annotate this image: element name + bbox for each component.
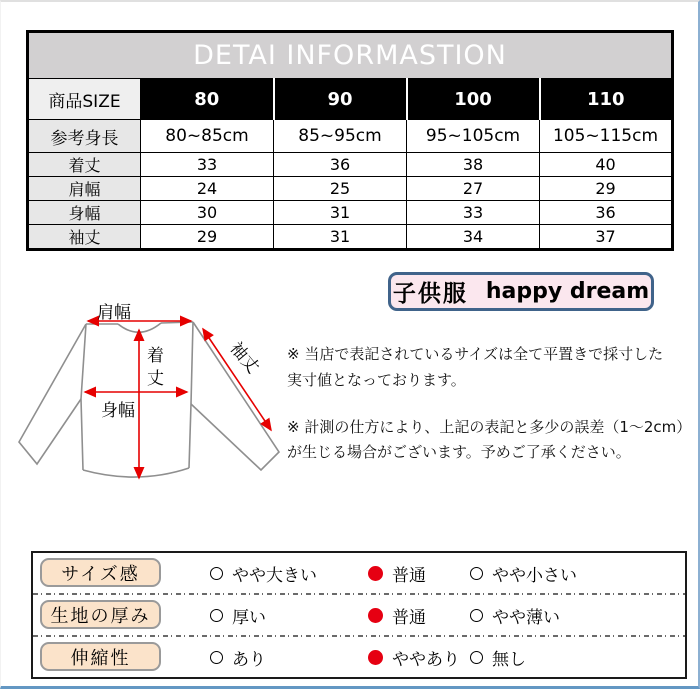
table-cell: 85~95cm: [274, 120, 407, 153]
radio-option[interactable]: [210, 595, 266, 635]
radio-option[interactable]: [368, 553, 426, 593]
radio-icon[interactable]: [368, 608, 383, 623]
spec-row-size-feel: [33, 553, 685, 593]
radio-icon[interactable]: [210, 651, 223, 664]
radio-label: やや小さい: [492, 565, 577, 586]
radio-icon[interactable]: [368, 650, 383, 665]
spec-row-stretch: [33, 637, 685, 677]
size-col-110: 110: [540, 79, 673, 120]
radio-icon[interactable]: [470, 609, 483, 622]
table-cell: 31: [274, 225, 407, 250]
size-col-100: 100: [407, 79, 540, 120]
table-cell: 95~105cm: [407, 120, 540, 153]
table-row: [28, 153, 673, 177]
radio-option[interactable]: [368, 637, 460, 677]
page-title: DETAI INFORMASTION: [28, 32, 673, 79]
table-row: [28, 120, 673, 153]
brand-name-jp: 子供服: [392, 281, 468, 307]
spec-label-size-feel: サイズ感: [40, 558, 161, 587]
table-cell: 80~85cm: [141, 120, 274, 153]
radio-label: やや大きい: [232, 565, 317, 586]
radio-icon[interactable]: [210, 567, 223, 580]
table-cell: 33: [407, 201, 540, 225]
brand-name-en: happy dream: [485, 279, 650, 304]
table-cell: 36: [274, 153, 407, 177]
table-cell: 31: [274, 201, 407, 225]
radio-option[interactable]: [470, 637, 526, 677]
note-line: ※ 当店で表記されているサイズは全て平置きで採寸した: [287, 345, 664, 363]
radio-option[interactable]: [470, 595, 560, 635]
diagram-label-sleeve: 袖丈: [225, 338, 263, 378]
row-label-sleeve: 袖丈: [28, 225, 141, 250]
radio-label: 無し: [492, 649, 526, 670]
radio-label: 普通: [392, 607, 426, 628]
table-cell: 34: [407, 225, 540, 250]
note-line: が生じる場合がございます。予めご了承ください。: [287, 443, 631, 462]
table-cell: 29: [141, 225, 274, 250]
note-tolerance: [287, 415, 697, 467]
table-cell: 38: [407, 153, 540, 177]
table-cell: 27: [407, 177, 540, 201]
radio-option[interactable]: [210, 553, 317, 593]
radio-option[interactable]: [368, 595, 426, 635]
row-label-bodywidth: 身幅: [28, 201, 141, 225]
spec-row-fabric-thickness: [33, 595, 685, 635]
radio-icon[interactable]: [210, 609, 223, 622]
spec-label-fabric-thickness: 生地の厚み: [40, 600, 161, 629]
size-col-80: 80: [141, 79, 274, 120]
note-flat-measurement: [287, 342, 697, 394]
radio-icon[interactable]: [470, 567, 483, 580]
table-row: [28, 79, 673, 120]
table-cell: 25: [274, 177, 407, 201]
radio-label: あり: [232, 649, 266, 670]
note-line: 実寸値となっております。: [287, 370, 466, 389]
diagram-label-length: 着丈: [143, 346, 163, 392]
radio-label: ややあり: [392, 649, 460, 670]
radio-label: 厚い: [232, 607, 266, 628]
table-cell: 37: [540, 225, 673, 250]
table-cell: 36: [540, 201, 673, 225]
row-label-shoulder: 肩幅: [28, 177, 141, 201]
table-cell: 33: [141, 153, 274, 177]
size-col-90: 90: [274, 79, 407, 120]
radio-option[interactable]: [210, 637, 266, 677]
brand-badge: [388, 272, 654, 311]
radio-icon[interactable]: [368, 566, 383, 581]
table-cell: 40: [540, 153, 673, 177]
radio-label: 普通: [392, 565, 426, 586]
table-cell: 30: [141, 201, 274, 225]
diagram-label-bodywidth: 身幅: [101, 401, 135, 421]
radio-option[interactable]: [470, 553, 577, 593]
table-row: [28, 225, 673, 250]
size-table: [26, 30, 674, 251]
table-row: [28, 177, 673, 201]
spec-label-stretch: 伸縮性: [40, 642, 161, 671]
row-label-length: 着丈: [28, 153, 141, 177]
row-label-height: 参考身長: [28, 120, 141, 153]
note-line: ※ 計測の仕方により、上記の表記と多少の誤差（1～2cm）: [287, 417, 692, 436]
spec-table: [31, 551, 687, 679]
radio-icon[interactable]: [470, 651, 483, 664]
garment-diagram-icon: [11, 294, 306, 519]
radio-label: やや薄い: [492, 607, 560, 628]
table-cell: 29: [540, 177, 673, 201]
diagram-label-shoulder: 肩幅: [97, 303, 131, 323]
table-cell: 105~115cm: [540, 120, 673, 153]
row-label-size: 商品SIZE: [28, 79, 141, 120]
measurement-notes: [287, 342, 697, 487]
table-cell: 24: [141, 177, 274, 201]
table-row: [28, 201, 673, 225]
